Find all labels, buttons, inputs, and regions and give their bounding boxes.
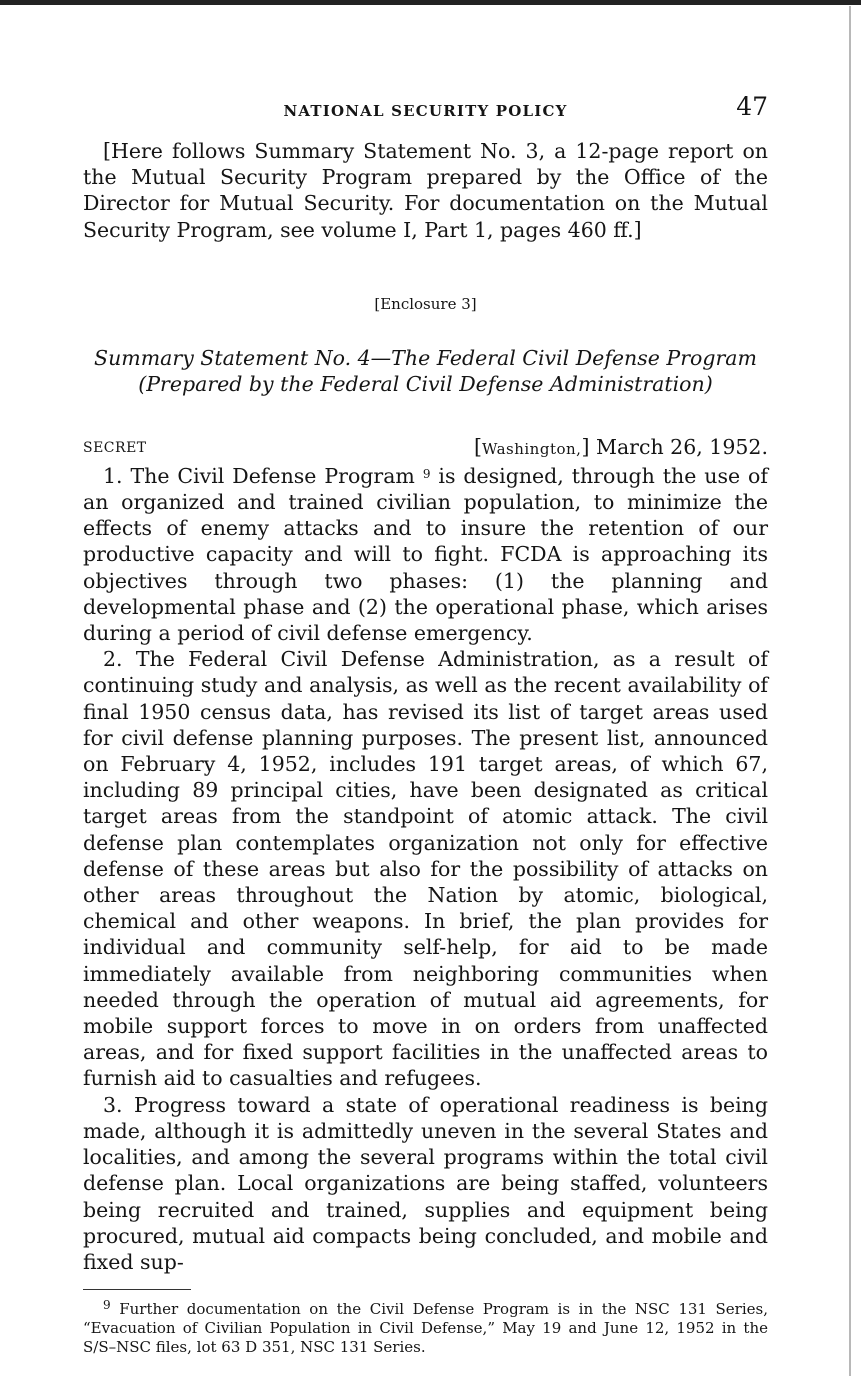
- page-body: [83, 90, 768, 1357]
- paragraph-1-rest: is designed, through the use of an organized and trained civilian population, to minimize the effects of enemy attacks and to insure the retention of our productive capacity and will to fight. FCDA is approaching its objectives through two phases: (1) the planning and developmental phase and (2) the operational phase, which arises during a period of civil defense emergency.: [83, 463, 768, 646]
- document-title-line-1: Summary Statement No. 4—The Federal Civil Defense Program: [94, 345, 757, 370]
- running-head: [83, 90, 768, 126]
- paragraph-3: 3. Progress toward a state of operational readiness is being made, although it is admittedly uneven in the several States and localities, and among the several programs within the total civil defense plan. Local organizations are being staffed, volunteers being recruited and trained, supplies and equipment being procured, mutual aid compacts being concluded, and mobile and fixed sup-: [83, 1092, 768, 1274]
- page-edge: [849, 6, 851, 1376]
- place-close-bracket: ]: [581, 434, 590, 459]
- paragraph-2: 2. The Federal Civil Defense Administration, as a result of continuing study and analysis, as well as the recent availability of final 1950 census data, has revised its list of target areas used for civil defense planning purposes. The present list, announced on February 4, 1952, includes 191 target areas, of which 67, including 89 principal cities, have been designated as critical target areas from the standpoint of atomic attack. The civil defense plan contemplates organization not only for effective defense of these areas but also for the possibility of attacks on other areas throughout the Nation by atomic, biological, chemical and other weapons. In brief, the plan provides for individual and community self-help, for aid to be made immediately available from neighboring communities when needed through the operation of mutual aid agreements, for mobile support forces to move in on orders from unaffected areas, and for fixed support facilities in the unaffected areas to furnish aid to casualties and refugees.: [83, 647, 768, 1091]
- place-open-bracket: [: [473, 434, 482, 459]
- classification-marking: SECRET: [83, 439, 147, 456]
- document-title-line-2: (Prepared by the Federal Civil Defense Administration): [138, 371, 713, 396]
- page-number: 47: [736, 92, 768, 121]
- footnote-divider: [83, 1289, 191, 1290]
- footnote-reference: 9: [422, 466, 431, 481]
- enclosure-label: [Enclosure 3]: [374, 294, 477, 313]
- paragraph-1: [83, 461, 768, 646]
- footnote: [83, 1296, 768, 1357]
- dateline: [83, 435, 768, 461]
- document-title: [83, 345, 768, 397]
- place-date: [474, 435, 768, 459]
- editorial-note: [Here follows Summary Statement No. 3, a 12-page report on the Mutual Security Program prepared by the Office of the Director for Mutual Security. For documentation on the Mutual Security Program, see volume I, Part 1, pages 460 ff.]: [83, 139, 768, 242]
- paragraph-1-start: 1. The Civil Defense Program: [103, 463, 415, 488]
- footnote-text: Further documentation on the Civil Defense Program is in the NSC 131 Series, “Evacuation of Civilian Population in Civil Defense,” May 19 and June 12, 1952 in the S/S–NSC files, lot 63 D 351, NSC 131 Series.: [83, 1300, 768, 1357]
- running-title: NATIONAL SECURITY POLICY: [283, 102, 568, 120]
- place: Washington,: [481, 439, 582, 458]
- top-border: [0, 0, 861, 5]
- footnote-mark: 9: [103, 1298, 111, 1313]
- date: March 26, 1952.: [595, 434, 768, 459]
